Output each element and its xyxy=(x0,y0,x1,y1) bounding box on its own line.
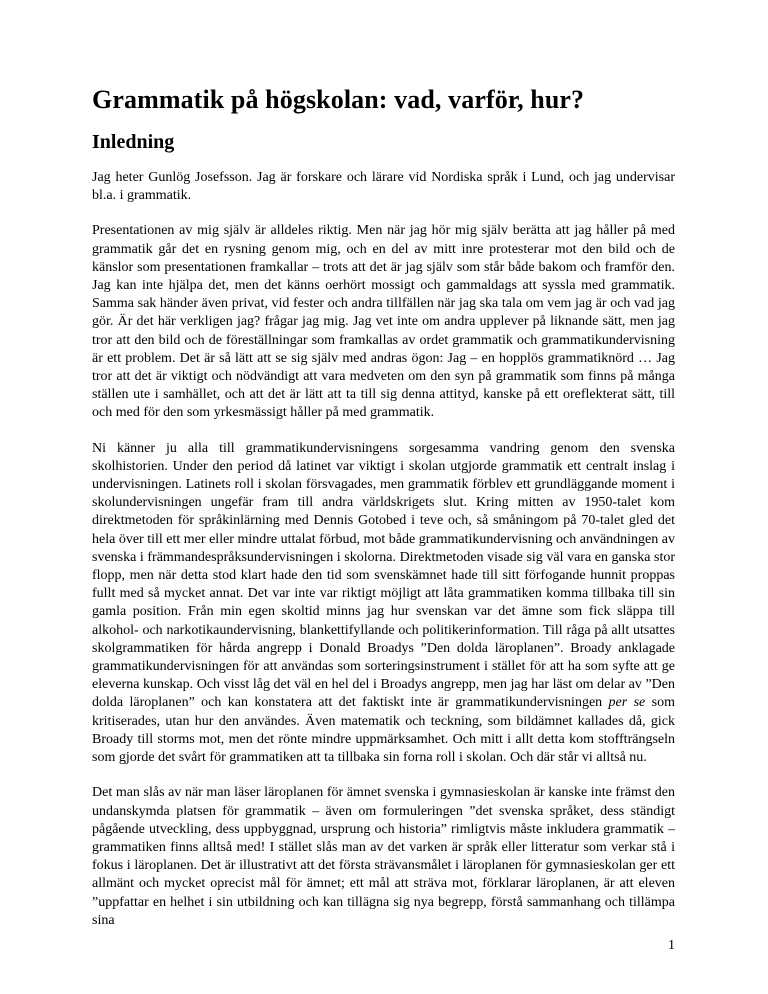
document-title: Grammatik på högskolan: vad, varför, hur? xyxy=(92,85,585,114)
document-page xyxy=(92,84,675,947)
paragraph-intro: Jag heter Gunlög Josefsson. Jag är forskare och lärare vid Nordiska språk i Lund, och jag undervisar bl.a. i grammatik. xyxy=(92,170,675,204)
section-heading: Inledning xyxy=(92,131,175,153)
paragraph-history-text: Ni känner ju alla till grammatikundervisningens sorgesamma vandring genom den svenska skolhistorien. Under den period då latinet var viktigt i skolan utgjorde grammatik ett centralt inslag i undervisningen. Latinets roll i skolan försvagades, men grammatik förblev ett grundläggande moment i skolundervisningen ungefär fram till andra världskrigets slut. Kring mitten av 1950-talet kom direktmetoden för språkinlärning med Dennis Gotobed i teve och, så småningom på 70-talet gled det hela över till ett mer eller mindre uttalat förbud, mot både grammatikundervisning och användningen av svenska i främmandespråksundervisningen i skolorna. Direktmetoden visade sig väl vara en ganska stor flopp, men när detta stod klart hade den tid som svenskämnet hade till sitt förfogande hunnit proppas fullt med så mycket annat. Det var inte var riktigt möjligt att låta grammatiken komma tillbaka till sin gamla position. Från min egen skoltid minns jag hur svenskan var det ämne som fick släppa till alkohol- och narkotikaundervisning, blankettifyllande och politikerinformation. Till råga på allt utsattes skolgrammatiken för hårda angrepp i Donald Broadys ”Den dolda läroplanen”. Broady anklagade grammatikundervisningen för att användas som sorteringsinstrument i stället för att ha som syfte att ge eleverna kunskap. Och visst låg det väl en hel del i Broadys angrepp, men jag har läst om delar av ”Den dolda läroplanen” och kan konstatera att det faktiskt inte är grammatikundervisningen xyxy=(92,440,675,711)
paragraph-presentation: Presentationen av mig själv är alldeles riktig. Men när jag hör mig själv berätta att jag håller på med grammatik går det en rysning genom mig, och en del av mitt inre protesterar mot den bild och de känslor som presentationen framkallar – trots att det är jag själv som står både bakom och framför den. Jag kan inte hjälpa det, men det känns oerhört mossigt och gammaldags att syssla med grammatik. Samma sak händer även privat, vid fester och andra tillfällen när jag ska tala om vem jag är och vad jag gör. Är det här verkligen jag? frågar jag mig. Jag vet inte om andra upplever på liknande sätt, men jag tror att den bild och de föreställningar som framkallas av ordet grammatik och grammatikundervisning är ett problem. Det är så lätt att se sig själv med andras ögon: Jag – en hopplös grammatiknörd … Jag tror att det är viktigt och nödvändigt att vara medveten om den syn på grammatik som finns på många ställen ute i samhället, och att det är lätt att ta till sig denna attityd, kanske på ett oreflekterat sätt, till och med för den som yrkesmässigt håller på med grammatik. xyxy=(92,223,675,421)
paragraph-history xyxy=(92,440,675,768)
per-se-italic: per se xyxy=(608,695,646,711)
paragraph-history-tail: som kritiserades, utan hur den användes. Även matematik och teckning, som bildämnet kallades då, gick Broady till storms mot, men det rönte mindre uppmärksamhet. Och mitt i allt detta kom stoffträngseln som gjorde det svårt för grammatiken att ta tillbaka sin forna roll i skolan. Och där står vi alltså nu. xyxy=(92,695,675,766)
paragraph-curriculum: Det man slås av när man läser läroplanen för ämnet svenska i gymnasieskolan är kanske inte främst den undanskymda platsen för grammatik – även om formuleringen ”det svenska språket, dess ständigt pågående utveckling, dess uppbyggnad, ursprung och historia” rimligtvis måste inkludera grammatik – grammatiken finns alltså med! I stället slås man av det varken är språk eller litteratur som verkar stå i fokus i läroplanen. Det är illustrativt att det första strävansmålet i läroplanen för gymnasieskolan ger ett allmänt och mycket oprecist mål för ämnet; ett mål att sträva mot, förklarar läroplanen, är att eleven ”uppfattar en helhet i sin utbildning och kan tillägna sig nya begrepp, förstå sammanhang och tillämpa sina xyxy=(92,785,675,928)
page-number: 1 xyxy=(668,938,675,953)
